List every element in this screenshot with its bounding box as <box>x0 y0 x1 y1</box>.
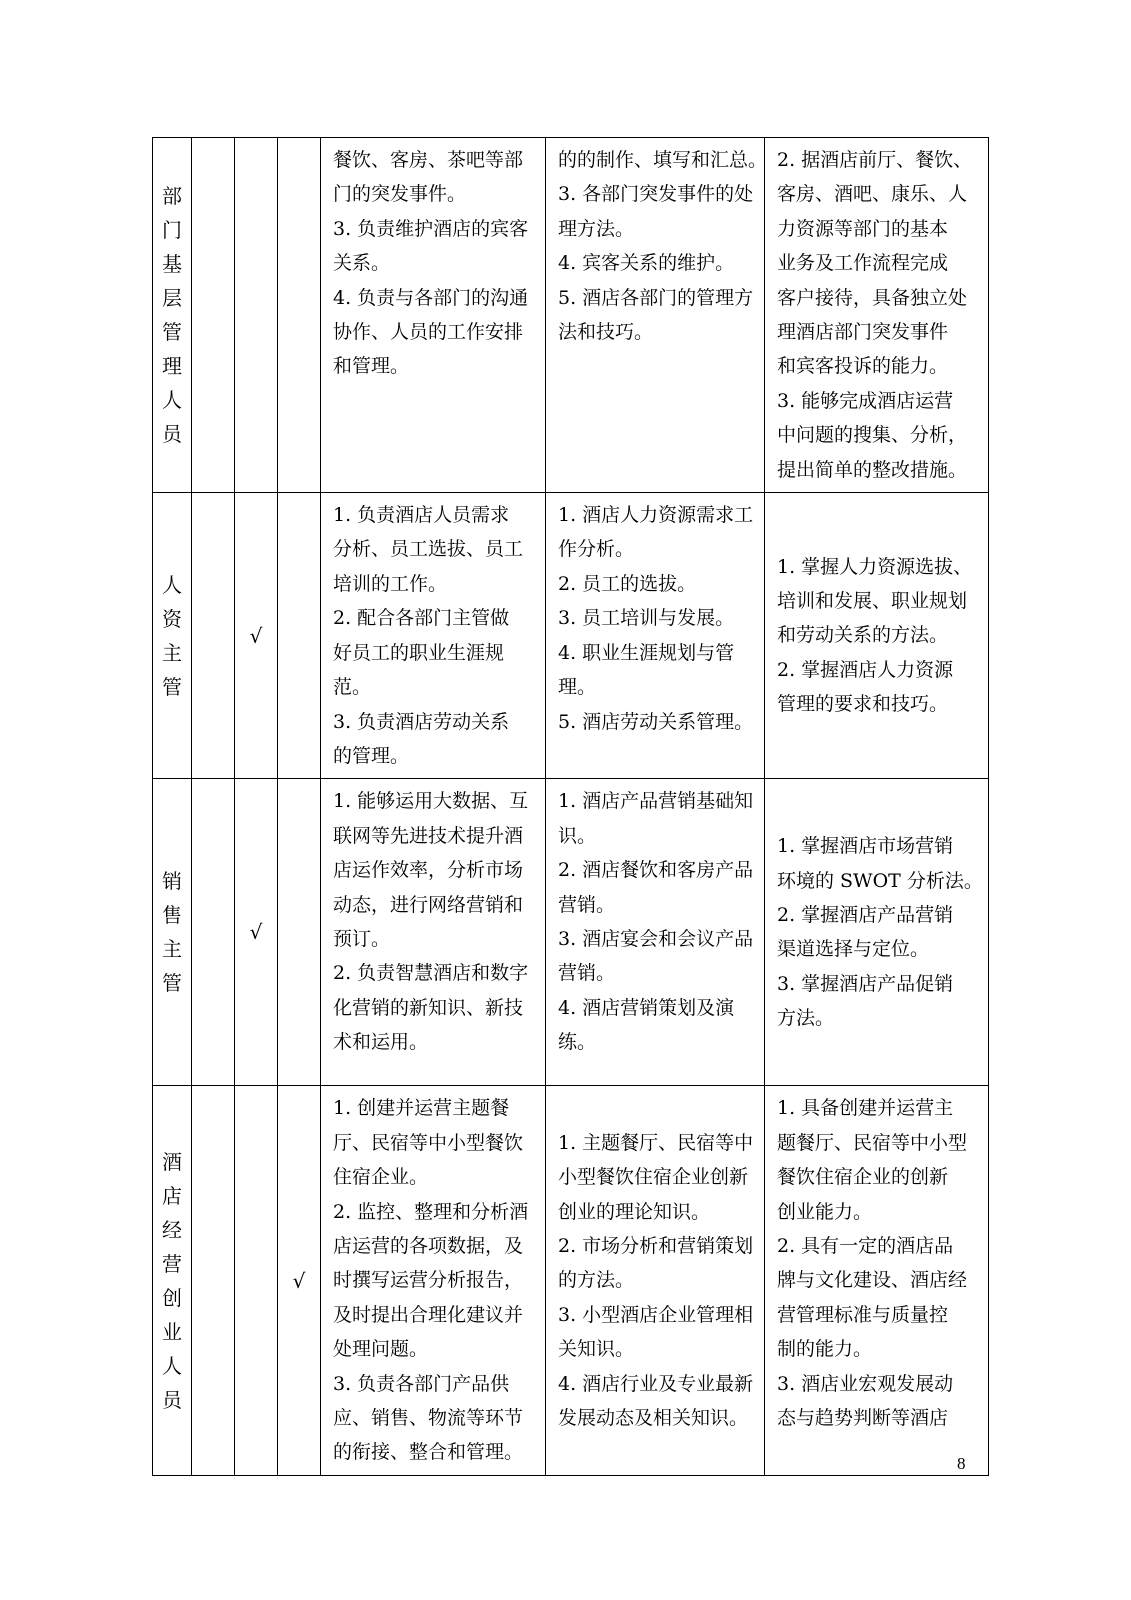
text-line: 好员工的职业生涯规 <box>333 641 505 664</box>
text-line: 及时提出合理化建议并 <box>333 1303 524 1326</box>
qualification-table <box>152 137 989 1476</box>
text-line: 营销。 <box>558 893 616 916</box>
text-line: 的方法。 <box>558 1269 635 1292</box>
text-line: 方法。 <box>777 1007 835 1030</box>
role-char: 层 <box>162 286 182 311</box>
text-line: 营管理标准与质量控 <box>777 1303 949 1326</box>
text-line: 理方法。 <box>558 217 635 240</box>
text-line: 1. 酒店产品营销基础知 <box>558 790 754 813</box>
text-line: 门的突发事件。 <box>333 183 467 206</box>
role-char: 管 <box>162 674 182 699</box>
knowledge-cell <box>546 779 765 1086</box>
text-line: 分析、员工选拔、员工 <box>333 538 524 561</box>
check-cell <box>192 493 235 779</box>
text-line: 4. 宾客关系的维护。 <box>558 252 735 275</box>
role-cell <box>153 1086 192 1475</box>
text-line: 2. 配合各部门主管做 <box>333 607 510 630</box>
role-char: 业 <box>162 1319 182 1344</box>
text-line: 1. 具备创建并运营主 <box>777 1097 954 1120</box>
text-line: 营销。 <box>558 962 616 985</box>
role-char: 基 <box>162 252 182 277</box>
text-line: 5. 酒店劳动关系管理。 <box>558 710 754 733</box>
role-char: 人 <box>162 572 182 597</box>
text-line: 业务及工作流程完成 <box>777 252 949 275</box>
text-line: 牌与文化建设、酒店经 <box>777 1269 968 1292</box>
role-char: 员 <box>162 1387 182 1412</box>
role-char: 资 <box>162 606 182 631</box>
abilities-cell <box>765 493 989 779</box>
text-line: 协作、人员的工作安排 <box>333 321 524 344</box>
text-line: 关知识。 <box>558 1338 635 1361</box>
table-row <box>153 138 989 493</box>
text-line: 2. 负责智慧酒店和数字 <box>333 962 529 985</box>
check-cell <box>278 138 321 493</box>
text-line: 作分析。 <box>558 538 635 561</box>
text-line: 客房、酒吧、康乐、人 <box>777 183 968 206</box>
text-line: 2. 据酒店前厅、餐饮、 <box>777 149 973 171</box>
text-line: 提出简单的整改措施。 <box>777 458 968 481</box>
table-row <box>153 779 989 1086</box>
role-char: 经 <box>162 1217 182 1242</box>
text-line: 动态，进行网络营销和 <box>333 893 524 916</box>
abilities-cell <box>765 138 989 493</box>
abilities-cell <box>765 1086 989 1475</box>
text-line: 制的能力。 <box>777 1338 873 1361</box>
knowledge-cell <box>546 138 768 493</box>
text-line: 2. 监控、整理和分析酒 <box>333 1200 529 1223</box>
text-line: 和劳动关系的方法。 <box>777 624 949 647</box>
text-line: 3. 小型酒店企业管理相 <box>558 1303 754 1326</box>
duties-cell <box>321 779 546 1086</box>
text-line: 态与趋势判断等酒店 <box>777 1406 949 1429</box>
text-line: 4. 酒店行业及专业最新 <box>558 1372 754 1395</box>
text-line: 1. 主题餐厅、民宿等中 <box>558 1131 754 1154</box>
text-line: 餐饮住宿企业的创新 <box>777 1166 949 1189</box>
text-line: 范。 <box>333 676 372 699</box>
text-line: 3. 掌握酒店产品促销 <box>777 972 954 995</box>
role-char: 员 <box>162 422 182 447</box>
text-line: 3. 能够完成酒店运营 <box>777 389 954 412</box>
role-char: 管 <box>162 320 182 345</box>
text-line: 力资源等部门的基本 <box>777 217 949 240</box>
text-line: 创业的理论知识。 <box>558 1200 711 1223</box>
text-line: 住宿企业。 <box>333 1166 429 1189</box>
text-line: 发展动态及相关知识。 <box>558 1406 749 1429</box>
text-line: 2. 酒店餐饮和客房产品 <box>558 859 754 882</box>
text-line: 处理问题。 <box>333 1338 429 1361</box>
text-line: 餐饮、客房、茶吧等部 <box>333 149 524 171</box>
text-line: 时撰写运营分析报告， <box>333 1269 524 1292</box>
role-char: 主 <box>162 640 182 665</box>
text-line: 4. 职业生涯规划与管 <box>558 641 735 664</box>
duties-cell <box>321 1086 546 1475</box>
text-line: 2. 具有一定的酒店品 <box>777 1234 954 1257</box>
text-line: 3. 负责酒店劳动关系 <box>333 710 510 733</box>
table-row <box>153 1086 989 1475</box>
text-line: 1. 负责酒店人员需求 <box>333 504 510 527</box>
text-line: 店运作效率，分析市场 <box>333 859 524 882</box>
text-line: 关系。 <box>333 252 391 275</box>
text-line: 1. 掌握人力资源选拔、 <box>777 555 973 578</box>
role-char: 管 <box>162 971 182 996</box>
check-cell: √ <box>235 779 278 1086</box>
page-number: 8 <box>957 1454 966 1473</box>
text-line: 的衔接、整合和管理。 <box>333 1441 524 1464</box>
text-line: 联网等先进技术提升酒 <box>333 824 524 847</box>
text-line: 5. 酒店各部门的管理方 <box>558 286 754 309</box>
text-line: 预订。 <box>333 927 391 950</box>
text-line: 4. 负责与各部门的沟通 <box>333 286 529 309</box>
role-char: 售 <box>162 903 182 928</box>
text-line: 环境的 SWOT 分析法。 <box>777 869 983 892</box>
text-line: 1. 能够运用大数据、互 <box>333 790 529 813</box>
text-line: 3. 员工培训与发展。 <box>558 607 735 630</box>
text-line: 渠道选择与定位。 <box>777 938 930 961</box>
role-char: 酒 <box>162 1149 182 1174</box>
text-line: 管理的要求和技巧。 <box>777 693 949 716</box>
text-line: 1. 酒店人力资源需求工 <box>558 504 754 527</box>
text-line: 培训和发展、职业规划 <box>777 590 968 613</box>
check-cell <box>192 138 235 493</box>
check-cell: √ <box>278 1086 321 1475</box>
check-cell: √ <box>235 493 278 779</box>
text-line: 题餐厅、民宿等中小型 <box>777 1131 968 1154</box>
text-line: 和管理。 <box>333 355 410 378</box>
text-line: 术和运用。 <box>333 1031 429 1054</box>
text-line: 店运营的各项数据，及 <box>333 1234 524 1257</box>
text-line: 理酒店部门突发事件 <box>777 321 949 344</box>
text-line: 创业能力。 <box>777 1200 873 1223</box>
role-char: 主 <box>162 937 182 962</box>
abilities-cell <box>765 779 989 1086</box>
table-body <box>153 138 989 1476</box>
role-cell <box>153 493 192 779</box>
role-char: 人 <box>162 388 182 413</box>
text-line: 3. 负责各部门产品供 <box>333 1372 510 1395</box>
knowledge-cell <box>546 493 765 779</box>
text-line: 1. 掌握酒店市场营销 <box>777 835 954 858</box>
text-line: 和宾客投诉的能力。 <box>777 355 949 378</box>
text-line: 法和技巧。 <box>558 321 654 344</box>
role-char: 店 <box>162 1183 182 1208</box>
text-line: 化营销的新知识、新技 <box>333 996 524 1019</box>
text-line: 3. 各部门突发事件的处 <box>558 183 754 206</box>
text-line: 4. 酒店营销策划及演 <box>558 996 735 1019</box>
text-line: 厅、民宿等中小型餐饮 <box>333 1131 524 1154</box>
text-line: 的的制作、填写和汇总。 <box>558 149 768 171</box>
role-char: 门 <box>162 218 182 243</box>
role-char: 部 <box>162 184 182 209</box>
text-line: 客户接待，具备独立处 <box>777 286 968 309</box>
check-cell <box>192 1086 235 1475</box>
text-line: 练。 <box>558 1031 597 1054</box>
role-char: 营 <box>162 1251 182 1276</box>
knowledge-cell <box>546 1086 765 1475</box>
check-cell <box>192 779 235 1086</box>
table-row <box>153 493 989 779</box>
role-char: 人 <box>162 1353 182 1378</box>
text-line: 培训的工作。 <box>333 572 448 595</box>
check-cell <box>278 779 321 1086</box>
text-line: 1. 创建并运营主题餐 <box>333 1097 510 1120</box>
text-line: 应、销售、物流等环节 <box>333 1406 524 1429</box>
text-line: 2. 掌握酒店产品营销 <box>777 903 954 926</box>
check-cell <box>235 138 278 493</box>
text-line: 2. 市场分析和营销策划 <box>558 1234 754 1257</box>
text-line: 3. 负责维护酒店的宾客 <box>333 217 529 240</box>
role-char: 销 <box>162 869 182 894</box>
text-line: 的管理。 <box>333 744 410 767</box>
text-line: 3. 酒店宴会和会议产品 <box>558 927 754 950</box>
role-char: 理 <box>162 354 182 379</box>
check-cell <box>278 493 321 779</box>
text-line: 小型餐饮住宿企业创新 <box>558 1166 749 1189</box>
duties-cell <box>321 493 546 779</box>
duties-cell <box>321 138 546 493</box>
text-line: 理。 <box>558 676 597 699</box>
role-char: 创 <box>162 1285 182 1310</box>
text-line: 识。 <box>558 824 597 847</box>
text-line: 中问题的搜集、分析， <box>777 424 968 447</box>
text-line: 3. 酒店业宏观发展动 <box>777 1372 954 1395</box>
check-cell <box>235 1086 278 1475</box>
role-cell <box>153 779 192 1086</box>
text-line: 2. 掌握酒店人力资源 <box>777 658 954 681</box>
text-line: 2. 员工的选拔。 <box>558 572 697 595</box>
role-cell <box>153 138 192 493</box>
